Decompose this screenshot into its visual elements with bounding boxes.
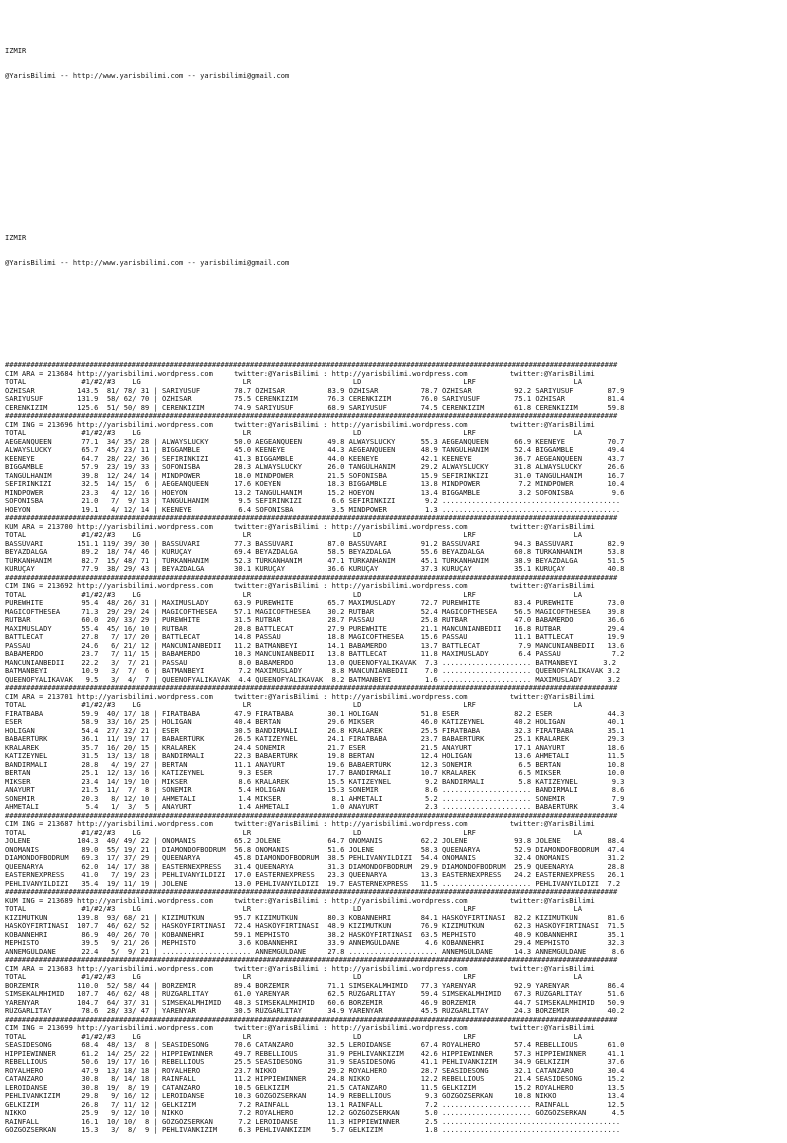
table-row: EASTERNEXPRESS 41.0 7/ 19/ 23 | PEHLIVANYILDIZI 17.0 EASTERNEXPRESS 23.3 QUEENARYA 13.3 EASTERNEXPRESS 24.2 EASTERNEXPRESS 26.1 — [5, 871, 625, 879]
table-row: MIKSER 23.4 14/ 19/ 10 | MIKSER 8.6 KRALAREK 15.5 KATIZEYNEL 9.2 BANDIRMALI 5.8 KATIZEYNEL 9.3 — [5, 777, 625, 786]
race-header: CIM ARA = 213684 http://yarisbilimi.wordpress.com twitter:@YarisBilimi : http://yarisbilimi.wordpress.com twitter:@YarisBilimi — [5, 369, 595, 378]
table-row: ONOMANIS 89.0 55/ 19/ 21 | DIAMONDOFBODRUM 56.8 ONOMANIS 51.6 JOLENE 58.3 QUEENARYA 52.9 DIAMONDOFBODRUM 47.4 — [5, 845, 625, 854]
table-row: JOLENE 104.3 40/ 49/ 22 | ONOMANIS 65.2 JOLENE 64.7 ONOMANIS 62.2 JOLENE 93.8 JOLENE 88.4 — [5, 837, 625, 845]
header-block-1 — [5, 30, 787, 98]
race-header: KUM ING = 213689 http://yarisbilimi.wordpress.com twitter:@YarisBilimi : http://yarisbilimi.wordpress.com twitter:@YarisBilimi — [5, 896, 595, 905]
column-header: TOTAL #1/#2/#3 LG LR LD LRF LA — [5, 905, 582, 913]
table-row: DIAMONDOFBODRUM 69.3 17/ 37/ 29 | QUEENARYA 45.8 DIAMONDOFBODRUM 38.5 PEHLIVANYILDIZI 54.4 ONOMANIS 32.4 ONOMANIS 31.2 — [5, 854, 625, 862]
race-header: CIM ING = 213699 http://yarisbilimi.wordpress.com twitter:@YarisBilimi : http://yarisbilimi.wordpress.com twitter:@YarisBilimi — [5, 1024, 595, 1032]
race-section — [5, 965, 787, 1016]
table-row: SIMSEKALMHIMID 107.7 46/ 62/ 48 | RÜZGARLITAY 61.0 YARENYAR 62.5 RÜZGARLITAY 59.4 SIMSEKALMHIMID 67.3 RÜZGARLITAY 51.6 — [5, 990, 625, 998]
table-row: RUTBAR 60.0 20/ 33/ 29 | PUREWHITE 31.5 RUTBAR 28.7 PASSAU 25.8 RUTBAR 47.0 BABAMERDO 36.6 — [5, 616, 625, 624]
table-row: LEROIDANSE 30.8 19/ 8/ 19 | CATANZARO 10.5 GELKIZIM 21.5 CATANZARO 11.5 GELKIZIM 15.2 ROYALHERO 13.5 — [5, 1083, 625, 1092]
table-row: HASKÖYFIRTINASI 107.7 46/ 62/ 52 | HASKÖYFIRTINASI 72.4 HASKÖYFIRTINASI 48.9 KIZIMUTKUN 76.9 KIZIMUTKUN 62.3 HASKÖYFIRTINASI 71.5 — [5, 922, 625, 930]
table-row: SEASIDESONG 68.4 48/ 13/ 8 | SEASIDESONG 70.6 CATANZARO 32.5 LEROIDANSE 67.4 ROYALHERO 57.4 REBELLIOUS 61.0 — [5, 1041, 625, 1049]
table-row: GELKIZIM 26.8 7/ 11/ 12 | GELKIZIM 7.2 RAINFALL 13.1 RAINFALL 7.2 ..................... RAINFALL 12.5 — [5, 1100, 625, 1109]
race-section — [5, 370, 787, 413]
table-row: BERTAN 25.1 12/ 13/ 16 | KATIZEYNEL 9.3 ESER 17.7 BANDIRMALI 10.7 KRALAREK 6.5 MIKSER 10.0 — [5, 769, 625, 777]
table-row: MAXIMUSLADY 55.4 45/ 16/ 10 | RUTBAR 20.8 BATTLECAT 27.9 PUREWHITE 21.1 MANCUNIANBEDII 16.8 RUTBAR 29.4 — [5, 624, 625, 633]
race-sections — [5, 361, 787, 1135]
table-row: SEFIRINKIZI 32.5 14/ 15/ 6 | AEGEANQUEEN 17.6 KOEYEN 18.3 BIGGAMBLE 13.8 MINDPOWER 7.2 MINDPOWER 10.4 — [5, 480, 625, 488]
table-row: QUEENOFYALIKAVAK 9.5 3/ 4/ 7 | QUEENOFYALIKAVAK 4.4 QUEENOFYALIKAVAK 8.2 BATMANBEYI 1.6 ..................... MAXIMUSLADY 3.2 — [5, 675, 621, 684]
race-section — [5, 897, 787, 957]
header-city: IZMIR — [5, 46, 27, 55]
table-row: KRALAREK 35.7 16/ 20/ 15 | KRALAREK 24.4 SONEMIR 21.7 ESER 21.5 ANAYURT 17.1 ANAYURT 18.6 — [5, 743, 625, 752]
column-header: TOTAL #1/#2/#3 LG LR LD LRF LA — [5, 828, 582, 837]
table-row: NIKKO 25.9 9/ 12/ 10 | NIKKO 7.2 ROYALHERO 12.2 GÖZGÖZSERKAN 5.0 ..................... GÖZGÖZSERKAN 4.5 — [5, 1109, 625, 1117]
table-row: FIRATBABA 59.9 40/ 17/ 18 | FIRATBABA 47.9 FIRATBABA 30.1 HOLIGAN 51.8 ESER 82.2 ESER 44.3 — [5, 709, 625, 718]
column-header: TOTAL #1/#2/#3 LG LR LD LRF LA — [5, 701, 582, 709]
table-row: REBELLIOUS 50.6 19/ 17/ 16 | REBELLIOUS 25.5 SEASIDESONG 31.9 SEASIDESONG 41.1 PEHLIVANKIZIM 34.9 GELKIZIM 37.6 — [5, 1058, 625, 1066]
hash-separator: ################################################################################################################################################# — [5, 412, 618, 420]
race-section — [5, 523, 787, 574]
table-row: AHMETALI 5.4 1/ 3/ 5 | ANAYURT 1.4 AHMETALI 1.0 ANAYURT 2.3 ..................... BABAERTÜRK 3.4 — [5, 803, 625, 811]
hash-separator: ################################################################################################################################################# — [5, 684, 618, 692]
table-row: KURUÇAY 77.9 38/ 29/ 43 | BEYAZDALGA 30.1 KURUÇAY 36.6 KURUÇAY 37.3 KURUÇAY 35.1 KURUÇAY 40.8 — [5, 565, 625, 573]
race-section — [5, 693, 787, 812]
table-row: ALWAYSLUCKY 65.7 45/ 23/ 11 | BIGGAMBLE 45.0 KEENEYE 44.3 AEGEANQUEEN 48.9 TANGÜLHANIM 52.4 BIGGAMBLE 49.4 — [5, 446, 625, 454]
race-header: CIM ING = 213687 http://yarisbilimi.wordpress.com twitter:@YarisBilimi : http://yarisbilimi.wordpress.com twitter:@YarisBilimi — [5, 820, 595, 828]
race-section — [5, 1024, 787, 1135]
hash-separator: ################################################################################################################################################# — [5, 811, 618, 820]
header-city: IZMIR — [5, 233, 27, 242]
table-row: ANNEMGÜLDANE 22.4 5/ 9/ 21 | ..................... ANNEMGÜLDANE 27.8 ..................... ANNEMGÜLDANE 14.3 ANNEMGÜLDANE 8.6 — [5, 947, 625, 956]
table-row: SONEMIR 20.3 8/ 12/ 10 | AHMETALI 1.4 MIKSER 8.1 AHMETALI 5.2 ..................... SONEMIR 7.9 — [5, 794, 625, 803]
table-row: RAINFALL 16.1 10/ 10/ 8 | GÖZGÖZSERKAN 7.2 LEROIDANSE 11.3 HIPPIEWINNER 2.5 .......................................... — [5, 1117, 621, 1126]
column-header: TOTAL #1/#2/#3 LG LR LD LRF LA — [5, 973, 582, 981]
table-row: KEENEYE 64.7 28/ 22/ 36 | SEFIRINKIZI 41.3 BIGGAMBLE 44.0 KEENEYE 42.1 KEENEYE 36.7 AEGEANQUEEN 43.7 — [5, 454, 625, 463]
table-row: PEHLIVANKIZIM 29.8 9/ 16/ 12 | LEROIDANSE 10.3 GÖZGÖZSERKAN 14.9 REBELLIOUS 9.3 GÖZGÖZSERKAN 10.8 NIKKO 13.4 — [5, 1092, 625, 1100]
table-row: MINDPOWER 23.3 4/ 12/ 16 | HOEYON 13.2 TANGÜLHANIM 15.2 HOEYON 13.4 BIGGAMBLE 3.2 SOFONISBA 9.6 — [5, 488, 625, 497]
hash-separator: ################################################################################################################################################# — [5, 888, 618, 896]
hash-separator: ################################################################################################################################################# — [5, 573, 618, 582]
table-row: BABAMERDO 23.7 7/ 11/ 15 | BABAMERDO 10.3 MANCUNIANBEDII 13.8 BATTLECAT 11.8 MAXIMUSLADY 6.4 PASSAU 7.2 — [5, 650, 625, 658]
race-section — [5, 820, 787, 888]
table-row: BORZEMIR 110.0 52/ 58/ 44 | BORZEMIR 89.4 BORZEMIR 71.1 SIMSEKALMHIMID 77.3 YARENYAR 92.9 YARENYAR 86.4 — [5, 981, 625, 990]
table-row: KATIZEYNEL 31.5 13/ 13/ 18 | BANDIRMALI 22.3 BABAERTÜRK 19.8 BERTAN 12.4 HOLIGAN 13.6 AHMETALI 11.5 — [5, 752, 625, 760]
table-row: RÜZGARLITAY 78.6 28/ 33/ 47 | YARENYAR 30.5 RÜZGARLITAY 34.9 YARENYAR 45.5 RÜZGARLITAY 24.3 BORZEMIR 40.2 — [5, 1007, 625, 1015]
race-stats-document — [5, 4, 787, 1143]
table-row: HOEYON 19.1 4/ 12/ 14 | KEENEYE 6.4 SOFONISBA 3.5 MINDPOWER 1.3 .......................................... — [5, 505, 621, 514]
header-contact: @YarisBilimi -- http://www.yarisbilimi.com -- yarisbilimi@gmail.com — [5, 72, 290, 80]
table-row: KOBANNEHRI 86.9 40/ 26/ 70 | KOBANNEHRI 59.1 MEPHISTO 38.2 HASKÖYFIRTINASI 63.5 MEPHISTO 40.9 KOBANNEHRI 35.1 — [5, 930, 625, 939]
table-row: BATTLECAT 27.8 7/ 17/ 20 | BATTLECAT 14.8 PASSAU 18.8 MAGICOFTHESEA 15.6 PASSAU 11.1 BATTLECAT 19.9 — [5, 633, 625, 641]
table-row: BANDIRMALI 28.8 4/ 19/ 27 | BERTAN 11.1 ANAYURT 19.6 BABAERTÜRK 12.3 SONEMIR 6.5 BERTAN 10.8 — [5, 760, 625, 769]
column-header: TOTAL #1/#2/#3 LG LR LD LRF LA — [5, 429, 582, 437]
table-row: BABAERTÜRK 36.1 11/ 19/ 17 | BABAERTÜRK 26.5 KATIZEYNEL 24.1 FIRATBABA 23.7 BABAERTÜRK 25.1 KRALAREK 29.3 — [5, 735, 625, 743]
table-row: ROYALHERO 47.9 13/ 18/ 18 | ROYALHERO 23.7 NIKKO 29.2 ROYALHERO 28.7 SEASIDESONG 32.1 CATANZARO 30.4 — [5, 1066, 625, 1075]
column-header: TOTAL #1/#2/#3 LG LR LD LRF LA — [5, 378, 582, 386]
hash-separator: ################################################################################################################################################# — [5, 514, 618, 522]
table-row: CERENKIZIM 125.6 51/ 50/ 89 | CERENKIZIM 74.9 SARIYUSUF 68.9 SARIYUSUF 74.5 CERENKIZIM 61.8 CERENKIZIM 59.8 — [5, 403, 625, 412]
hash-separator: ################################################################################################################################################# — [5, 956, 618, 964]
column-header: TOTAL #1/#2/#3 LG LR LD LRF LA — [5, 1032, 582, 1041]
table-row: MAGICOFTHESEA 71.3 29/ 29/ 24 | MAGICOFTHESEA 57.1 MAGICOFTHESEA 30.2 RUTBAR 52.4 MAGICOFTHESEA 56.5 MAGICOFTHESEA 39.8 — [5, 607, 625, 616]
table-row: BATMANBEYI 10.9 3/ 7/ 6 | BATMANBEYI 7.2 MAXIMUSLADY 8.8 MANCUNIANBEDII 7.0 ..................... QUEENOFYALIKAVAK 3.2 — [5, 667, 621, 675]
table-row: ANAYURT 21.5 11/ 7/ 8 | SONEMIR 5.4 HOLIGAN 15.3 SONEMIR 8.6 ..................... BANDIRMALI 8.6 — [5, 786, 625, 794]
race-section — [5, 421, 787, 515]
table-row: BEYAZDALGA 89.2 18/ 74/ 46 | KURUÇAY 69.4 BEYAZDALGA 58.5 BEYAZDALGA 55.6 BEYAZDALGA 60.8 TÜRKANHANIM 53.8 — [5, 548, 625, 556]
race-header: CIM ARA = 213701 http://yarisbilimi.wordpress.com twitter:@YarisBilimi : http://yarisbilimi.wordpress.com twitter:@YarisBilimi — [5, 692, 595, 701]
table-row: TÜRKANHANIM 82.7 15/ 48/ 71 | TÜRKANHANIM 52.3 TÜRKANHANIM 47.1 TÜRKANHANIM 45.1 TÜRKANHANIM 38.9 BEYAZDALGA 51.5 — [5, 556, 625, 565]
hash-separator: ################################################################################################################################################# — [5, 361, 618, 369]
table-row: CATANZARO 30.8 8/ 14/ 18 | RAINFALL 11.2 HIPPIEWINNER 24.8 NIKKO 12.2 REBELLIOUS 21.4 SEASIDESONG 15.2 — [5, 1075, 625, 1083]
header-contact: @YarisBilimi -- http://www.yarisbilimi.com -- yarisbilimi@gmail.com — [5, 259, 290, 267]
column-header: TOTAL #1/#2/#3 LG LR LD LRF LA — [5, 531, 582, 539]
race-header: CIM ING = 213692 http://yarisbilimi.wordpress.com twitter:@YarisBilimi : http://yarisbilimi.wordpress.com twitter:@YarisBilimi — [5, 582, 595, 590]
table-row: YARENYAR 104.7 64/ 37/ 31 | SIMSEKALMHIMID 48.3 SIMSEKALMHIMID 60.6 BORZEMIR 46.9 BORZEMIR 44.7 SIMSEKALMHIMID 50.9 — [5, 998, 625, 1007]
race-header: CIM ING = 213696 http://yarisbilimi.wordpress.com twitter:@YarisBilimi : http://yarisbilimi.wordpress.com twitter:@YarisBilimi — [5, 420, 595, 429]
table-row: MANCUNIANBEDII 22.2 3/ 7/ 21 | PASSAU 8.0 BABAMERDO 13.0 QUEENOFYALIKAVAK 7.3 ..................... BATMANBEYI 3.2 — [5, 658, 616, 667]
table-row: KIZIMUTKUN 139.8 93/ 68/ 21 | KIZIMUTKUN 95.7 KIZIMUTKUN 80.3 KOBANNEHRI 84.1 HASKÖYFIRTINASI 82.2 KIZIMUTKUN 81.6 — [5, 913, 625, 922]
table-row: PEHLIVANYILDIZI 35.4 19/ 11/ 19 | JOLENE 13.0 PEHLIVANYILDIZI 19.7 EASTERNEXPRESS 11.5 ..................... PEHLIVANYILDIZI 7.2 — [5, 879, 621, 888]
table-row: MEPHISTO 39.5 9/ 21/ 26 | MEPHISTO 3.6 KOBANNEHRI 33.9 ANNEMGÜLDANE 4.6 KOBANNEHRI 29.4 MEPHISTO 32.3 — [5, 939, 625, 947]
table-row: BIGGAMBLE 57.9 23/ 19/ 33 | SOFONISBA 28.3 ALWAYSLUCKY 26.0 TANGÜLHANIM 29.2 ALWAYSLUCKY 31.8 ALWAYSLUCKY 26.6 — [5, 463, 625, 471]
table-row: HIPPIEWINNER 61.2 14/ 25/ 22 | HIPPIEWINNER 49.7 REBELLIOUS 31.9 PEHLIVANKIZIM 42.6 HIPPIEWINNER 57.3 HIPPIEWINNER 41.1 — [5, 1049, 625, 1058]
table-row: PUREWHITE 95.4 48/ 26/ 31 | MAXIMUSLADY 63.9 PUREWHITE 65.7 MAXIMUSLADY 72.7 PUREWHITE 83.4 PUREWHITE 73.0 — [5, 599, 625, 607]
table-row: GÖZGÖZSERKAN 15.3 3/ 8/ 9 | PEHLIVANKIZIM 6.3 PEHLIVANKIZIM 5.7 GELKIZIM 1.8 .......................................... — [5, 1126, 621, 1134]
race-header: KUM ARA = 213700 http://yarisbilimi.wordpress.com twitter:@YarisBilimi : http://yarisbilimi.wordpress.com twitter:@YarisBilimi — [5, 522, 595, 531]
race-header: CIM ARA = 213683 http://yarisbilimi.wordpress.com twitter:@YarisBilimi : http://yarisbilimi.wordpress.com twitter:@YarisBilimi — [5, 964, 595, 973]
table-row: BASSÜVARI 151.1 119/ 39/ 30 | BASSÜVARI 77.3 BASSÜVARI 87.0 BASSÜVARI 91.2 BASSÜVARI 94.3 BASSÜVARI 82.9 — [5, 539, 625, 548]
table-row: HOLIGAN 54.4 27/ 32/ 21 | ESER 30.5 BANDIRMALI 26.8 KRALAREK 25.5 FIRATBABA 32.3 FIRATBABA 35.1 — [5, 726, 625, 735]
table-row: AEGEANQUEEN 77.1 34/ 35/ 28 | ALWAYSLUCKY 50.0 AEGEANQUEEN 49.8 ALWAYSLUCKY 55.3 AEGEANQUEEN 66.9 KEENEYE 70.7 — [5, 437, 625, 446]
table-row: SARIYUSUF 131.9 58/ 62/ 70 | ÖZHISAR 75.5 CERENKIZIM 76.3 CERENKIZIM 76.0 SARIYUSUF 75.1 ÖZHISAR 81.4 — [5, 395, 625, 403]
table-row: PASSAU 24.6 6/ 21/ 12 | MANCUNIANBEDII 11.2 BATMANBEYI 14.1 BABAMERDO 13.7 BATTLECAT 7.9 MANCUNIANBEDII 13.6 — [5, 641, 625, 650]
column-header: TOTAL #1/#2/#3 LG LR LD LRF LA — [5, 590, 582, 599]
hash-separator: ################################################################################################################################################# — [5, 1015, 618, 1024]
race-section — [5, 582, 787, 684]
table-row: QUEENARYA 62.0 14/ 17/ 38 | EASTERNEXPRESS 31.4 QUEENARYA 31.3 DIAMONDOFBODRUM 29.9 DIAMONDOFBODRUM 25.9 QUEENARYA 28.8 — [5, 862, 625, 871]
header-block-2 — [5, 217, 787, 285]
table-row: ESER 58.9 33/ 16/ 25 | HOLIGAN 40.4 BERTAN 29.6 MIKSER 46.0 KATIZEYNEL 40.2 HOLIGAN 40.1 — [5, 718, 625, 726]
table-row: TANGÜLHANIM 39.8 12/ 24/ 14 | MINDPOWER 18.0 MINDPOWER 21.5 SOFONISBA 15.9 SEFIRINKIZI 31.0 TANGÜLHANIM 16.7 — [5, 471, 625, 480]
table-row: SOFONISBA 21.0 7/ 9/ 13 | TANGÜLHANIM 9.5 SEFIRINKIZI 6.6 SEFIRINKIZI 9.2 .......................................... — [5, 497, 621, 505]
table-row: ÖZHISAR 143.5 81/ 78/ 31 | SARIYUSUF 78.7 ÖZHISAR 83.9 ÖZHISAR 78.7 ÖZHISAR 92.2 SARIYUSUF 87.9 — [5, 386, 625, 395]
